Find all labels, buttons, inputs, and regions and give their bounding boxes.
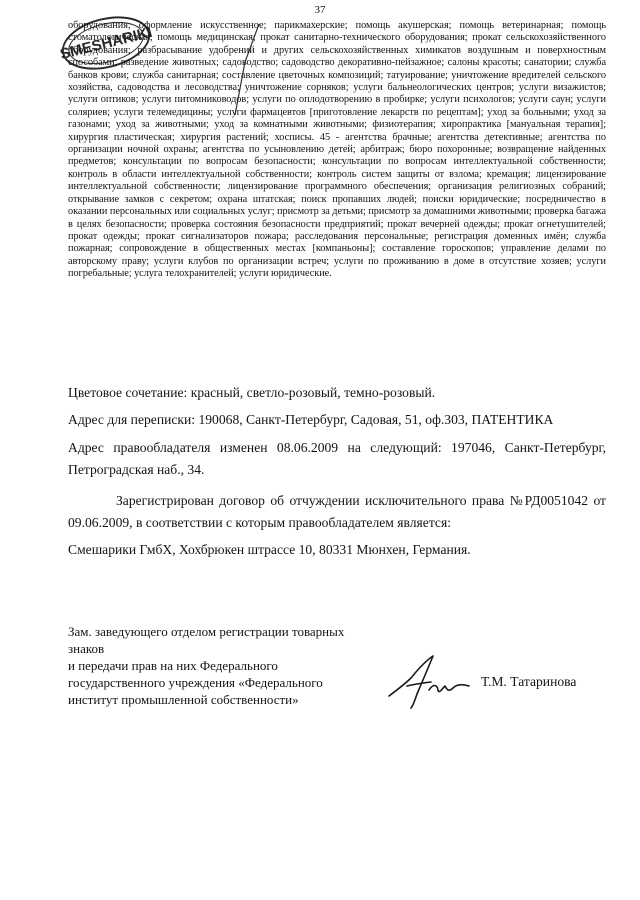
- signatory-name: Т.М. Татаринова: [481, 674, 577, 689]
- stamp-text: SMESHARIKI: [58, 23, 154, 64]
- services-list-text: оборудования; оформление искусственное; парикмахерские; помощь акушерская; помощь ветеринарная; помощь стоматологическая; помощь медицинская; прокат санитарно-технического оборудования; прокат сельскохозяйственного оборудования; разбрасывание удобрений и других сельскохозяйственных химикатов воздушным и поверхностным способами; разведение животных; садоводство; садоводство декоративно-пейзажное; салоны красоты; санатории; служба банков крови; служба санитарная; составление цветочных композиций; татуирование; уничтожение вредителей сельского хозяйства, садоводства и лесоводства; уничтожение сорняков; услуги бальнеологических центров; услуги визажистов; услуги оптиков; услуги питомниководов; услуги по оплодотворению в пробирке; услуги психологов; услуги саун; услуги соляриев; услуги телемедицины; услуги фармацевтов [приготовление лекарств по рецептам]; уход за больными; уход за газонами; уход за животными; уход за комнатными животными; физиотерапия; хиропрактика [мануальная терапия]; хирургия пластическая; хирургия растений; хосписы. 45 - агентства брачные; агентства детективные; агентства по организации ночной охраны; агентства по усыновлению детей; арбитраж; бюро похоронные; возвращение найденных предметов; консультации по вопросам безопасности; консультации по вопросам интеллектуальной собственности; контроль в области интеллектуальной собственности; контроль систем защиты от взлома; кремация; лицензирование интеллектуальной собственности; лицензирование программного обеспечения; организация религиозных собраний; открывание замков с секретом; охрана штатская; поиск пропавших людей; поиски юридические; посредничество в оказании персональных или социальных услуг; присмотр за детьми; присмотр за домашними животными; проверка багажа в целях безопасности; проверка состояния безопасности предприятий; прокат вечерней одежды; прокат огнетушителей; прокат одежды; прокат сигнализаторов пожара; расследования персональные; регистрация доменных имён; служба пожарная; сопровождение в общественных местах [компаньоны]; составление гороскопов; управление делами по авторскому праву; услуги клубов по организации встреч; услуги по проживанию в доме в отсутствие хозяев; услуги погребальные; услуга телохранителей; услуги юридические.: [68, 20, 606, 280]
- page-number: 37: [314, 4, 326, 16]
- correspondence-address: Адрес для переписки: 190068, Санкт-Петербург, Садовая, 51, оф.303, ПАТЕНТИКА: [68, 412, 554, 427]
- signatory-position-line: Зам. заведующего отделом регистрации товарных знаков: [68, 624, 345, 656]
- signatory-position-line: и передачи прав на них Федерального: [68, 658, 278, 673]
- signatory-position-line: институт промышленной собственности»: [68, 692, 299, 707]
- signatory-position-line: государственного учреждения «Федерального: [68, 675, 323, 690]
- color-combination: Цветовое сочетание: красный, светло-розовый, темно-розовый.: [68, 385, 436, 400]
- handwritten-signature: [383, 650, 473, 712]
- new-owner: Смешарики ГмбХ, Хохбрюкен штрассе 10, 80331 Мюнхен, Германия.: [68, 542, 471, 557]
- contract-registration: Зарегистрирован договор об отчуждении исключительного права №РД0051042 от 09.06.2009, в соответствии с которым правообладателем является:: [68, 493, 606, 530]
- owner-address-change: Адрес правообладателя изменен 08.06.2009 на следующий: 197046, Санкт-Петербург, Петроградская наб., 34.: [68, 440, 606, 477]
- signatory-position: [68, 623, 368, 708]
